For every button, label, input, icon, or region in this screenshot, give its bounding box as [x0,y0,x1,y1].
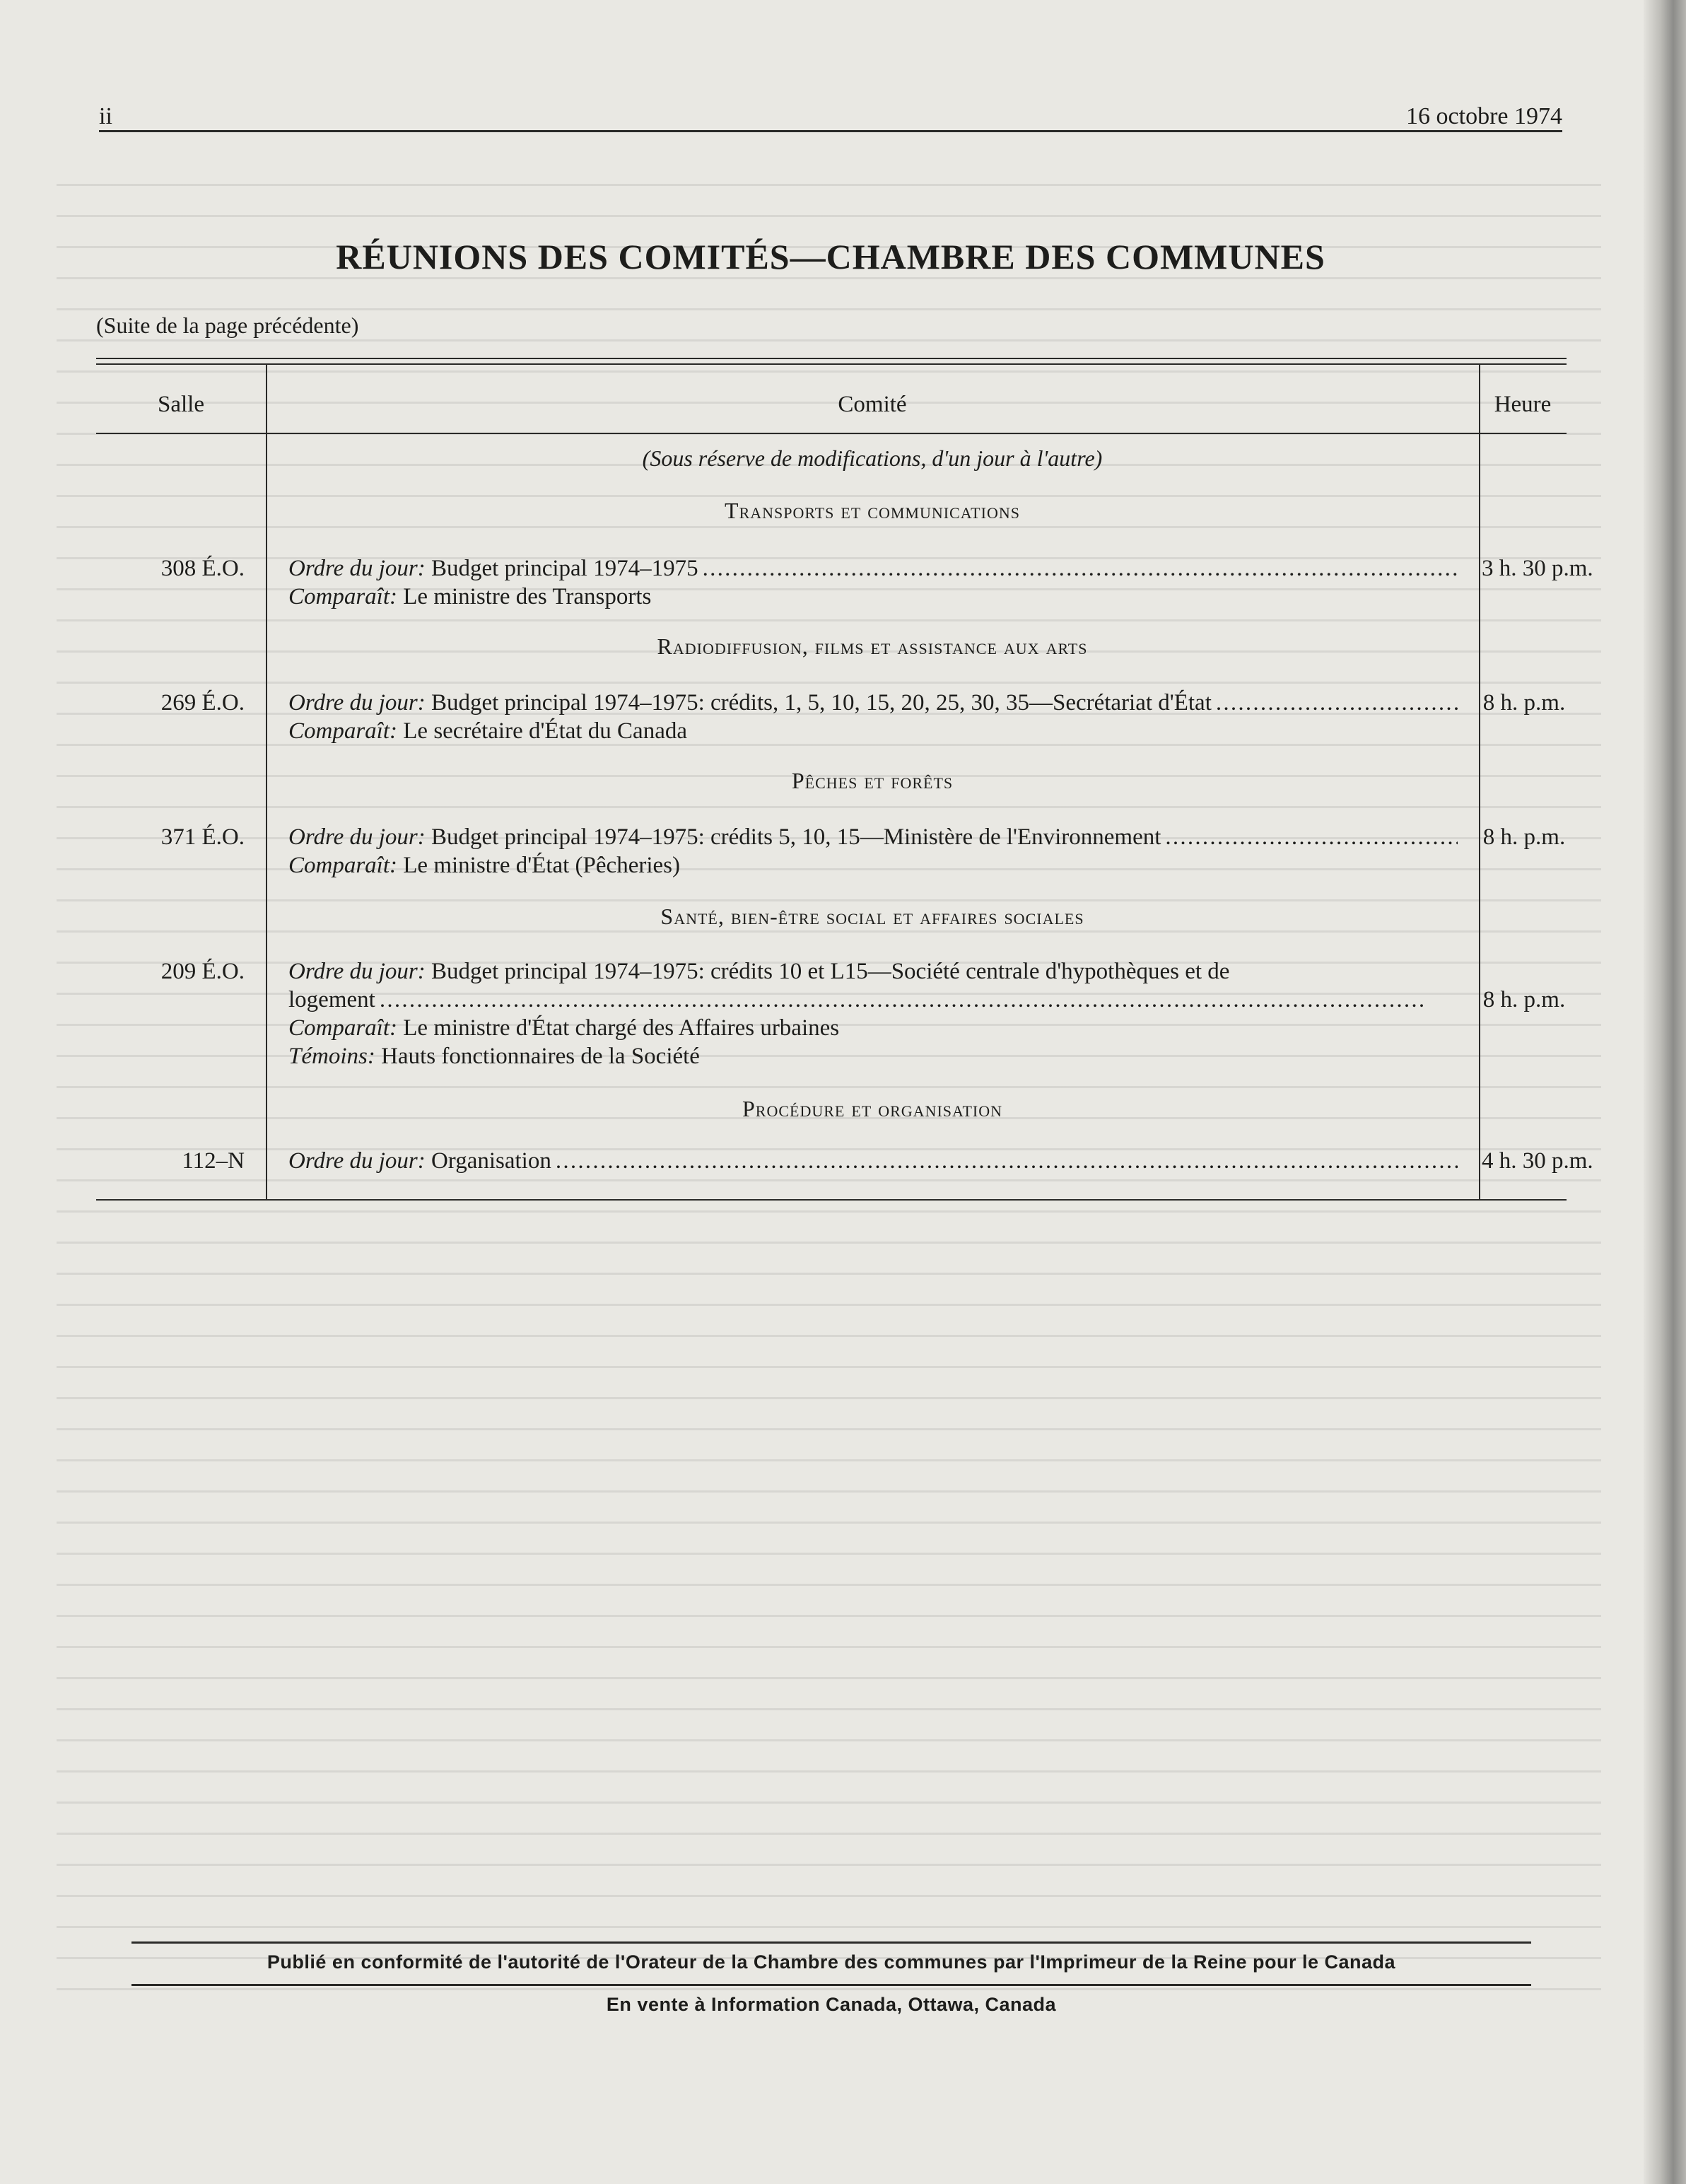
table-header-rule [96,433,1567,434]
meeting-hour: 8 h. p.m. [1482,987,1566,1012]
line-label: Témoins: [288,1044,375,1069]
agenda-line [288,690,1462,716]
section-heading: Transports et communications [725,498,1020,523]
meeting-hour: 8 h. p.m. [1482,824,1566,850]
line-label: Comparaît: [288,853,398,878]
meeting-hour: 8 h. p.m. [1482,690,1566,716]
line-label: Comparaît: [288,718,398,744]
schedule-note: (Sous réserve de modifications, d'un jour à l'autre) [642,445,1103,471]
line-label: Comparaît: [288,1015,398,1041]
page-title: RÉUNIONS DES COMITÉS—CHAMBRE DES COMMUNES [336,237,1325,276]
page-number: ii [99,103,112,129]
running-header [99,103,1562,132]
dot-leader [703,556,1458,582]
line-label: Ordre du jour: [288,690,426,716]
dot-leader [380,987,1458,1013]
footer-rule-top [131,1941,1531,1944]
dot-leader [1216,690,1458,716]
line-label: Ordre du jour: [288,1148,426,1174]
witness-line [288,1015,1462,1041]
witness-line [288,584,1462,610]
meeting-hour: 3 h. 30 p.m. [1482,556,1593,581]
room-number: 269 É.O. [160,690,245,716]
section-heading: Radiodiffusion, films et assistance aux arts [657,633,1088,659]
agenda-line [288,1148,1462,1174]
line-text: Budget principal 1974–1975: crédits, 1, 5, 10, 15, 20, 25, 30, 35—Secrétariat d'État [431,690,1212,716]
table-bottom-rule [96,1199,1567,1201]
page-edge-shadow [1644,0,1686,2184]
line-text: Organisation [431,1148,551,1174]
publication-notice: Publié en conformité de l'autorité de l'Orateur de la Chambre des communes par l'Imprimeur de la Reine pour le Canada [267,1951,1396,1973]
line-label: Comparaît: [288,584,398,609]
line-text: Le secrétaire d'État du Canada [403,718,688,744]
line-label: Ordre du jour: [288,824,426,850]
line-text: Budget principal 1974–1975: crédits 10 et L15—Société centrale d'hypothèques et de [431,959,1230,984]
table-top-rule [96,358,1567,359]
continuation-note: (Suite de la page précédente) [96,313,359,338]
line-text: Budget principal 1974–1975: crédits 5, 10, 15—Ministère de l'Environnement [431,824,1161,850]
room-number: 308 É.O. [160,556,245,581]
header-date: 16 octobre 1974 [1406,103,1562,129]
line-text: Hauts fonctionnaires de la Société [381,1044,700,1069]
agenda-line [288,556,1462,582]
witness-line [288,718,1462,744]
room-number: 371 É.O. [160,824,245,850]
footer-rule-middle [131,1984,1531,1986]
agenda-line [288,824,1462,851]
committee-schedule-table [96,358,1593,1201]
table-top-rule-double [96,363,1567,365]
room-number: 112–N [182,1148,245,1174]
line-text: Budget principal 1974–1975 [431,556,698,581]
dot-leader [556,1148,1458,1174]
room-number: 209 É.O. [160,959,245,984]
header-rule [99,130,1562,132]
meeting-hour: 4 h. 30 p.m. [1482,1148,1593,1174]
line-text: Le ministre des Transports [403,584,652,609]
witness-line [288,1044,1462,1070]
column-header-hour: Heure [1494,392,1552,417]
agenda-line [288,959,1462,985]
section-heading: Santé, bien-être social et affaires sociales [660,904,1084,929]
line-text: Le ministre d'État (Pêcheries) [403,853,680,878]
column-header-committee: Comité [838,392,907,417]
sale-notice: En vente à Information Canada, Ottawa, Canada [606,1994,1057,2015]
column-divider-right [1479,365,1480,1199]
section-heading: Pêches et forêts [791,768,954,793]
line-text: Le ministre d'État chargé des Affaires urbaines [403,1015,840,1041]
agenda-line-continued [288,987,1462,1013]
witness-line [288,853,1462,879]
column-header-room: Salle [158,392,204,417]
line-label: Ordre du jour: [288,556,426,581]
line-label: Ordre du jour: [288,959,426,984]
line-text: logement [288,987,375,1012]
section-heading: Procédure et organisation [742,1096,1002,1121]
dot-leader [1165,824,1458,851]
